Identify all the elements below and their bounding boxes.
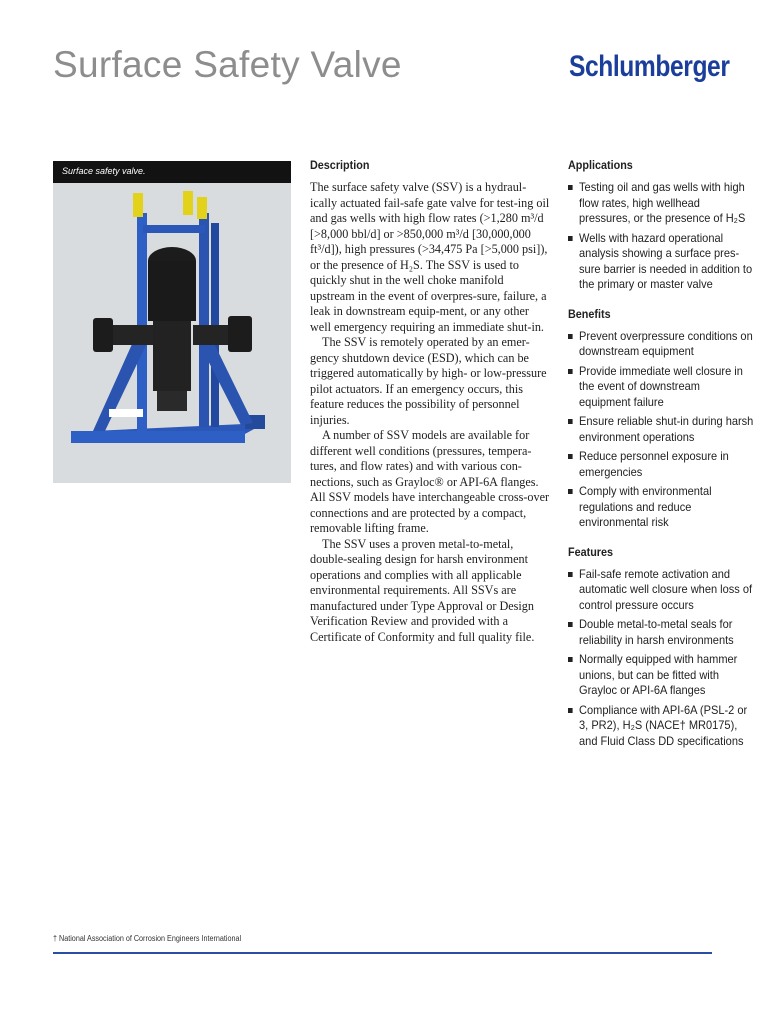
list-item: Reduce personnel exposure in emergencies	[568, 449, 754, 480]
bullet-icon	[568, 236, 573, 241]
list-item: Comply with environmental regulations and reduce environmental risk	[568, 484, 754, 531]
applications-heading: Applications	[568, 158, 633, 172]
bullet-icon	[568, 419, 573, 424]
valve-illustration	[53, 183, 291, 483]
page-title: Surface Safety Valve	[53, 44, 402, 85]
bullet-icon	[568, 657, 573, 662]
bullet-icon	[568, 369, 573, 374]
description-paragraph-3: A number of SSV models are available for different well conditions (pressures, tempera-tures, and flow rates) and with various con-nections, such as Grayloc® or API-6A flanges. All SSV models have interchangeable cross-over connections and are protected by a compact, removable lifting frame.	[310, 428, 550, 535]
features-section	[568, 544, 753, 750]
caption-bar	[53, 161, 291, 183]
list-item: Ensure reliable shut-in during harsh environment operations	[568, 414, 754, 445]
list-item: Normally equipped with hammer unions, but can be fitted with Grayloc or API-6A flanges	[568, 652, 754, 699]
description-paragraph-2: The SSV is remotely operated by an emer-gency shutdown device (ESD), which can be triggered automatically by high- or low-pressure pilot actuators. If an emergency occurs, this feature reduces the possibility of personnel injuries.	[310, 335, 547, 427]
bullet-icon	[568, 708, 573, 713]
benefits-heading: Benefits	[568, 306, 611, 321]
bullet-icon	[568, 622, 573, 627]
bullet-icon	[568, 185, 573, 190]
footnote: † National Association of Corrosion Engineers International	[53, 934, 242, 943]
photo-caption: Surface safety valve.	[62, 166, 146, 176]
list-item: Compliance with API-6A (PSL-2 or 3, PR2), H₂S (NACE† MR0175), and Fluid Class DD specifications	[568, 703, 754, 750]
description-heading: Description	[310, 158, 370, 172]
description-section	[310, 158, 550, 645]
benefits-list	[568, 328, 754, 531]
bullet-icon	[568, 454, 573, 459]
list-item: Double metal-to-metal seals for reliability in harsh environments	[568, 617, 754, 648]
features-list	[568, 566, 753, 750]
features-heading: Features	[568, 544, 614, 559]
footer-rule	[53, 952, 712, 954]
list-item: Prevent overpressure conditions on downstream equipment	[568, 329, 754, 360]
schlumberger-logo: Schlumberger	[569, 50, 730, 83]
product-photo	[53, 161, 291, 483]
list-item: Fail-safe remote activation and automatic well closure when loss of control pressure occurs	[568, 567, 754, 614]
applications-section	[568, 158, 753, 293]
bullet-icon	[568, 489, 573, 494]
applications-list	[568, 180, 753, 293]
description-paragraph-1: The surface safety valve (SSV) is a hydraul-ically actuated fail-safe gate valve for test-ing oil and gas wells with high flow rates (>1,280 m³/d [>8,000 bbl/d] or >850,000 m³/d [30,000,000 ft³/d]), high pressures (>34,475 Pa [>5,000 psi]), or the presence of H₂S. The SSV is used to quickly shut in the well choke manifold upstream in the event of overpres-sure, failure, a leak in downstream equip-ment, or any other well emergency requiring an immediate shut-in.	[310, 180, 550, 334]
benefits-section	[568, 306, 754, 531]
description-paragraph-4: The SSV uses a proven metal-to-metal, double-sealing design for harsh environment operations and complies with all applicable environmental requirements. All SSVs are manufactured under Type Approval or Design Verification Review and provided with a Certificate of Conformity and full quality file.	[310, 536, 535, 644]
bullet-icon	[568, 572, 573, 577]
right-column	[568, 158, 754, 763]
list-item: Wells with hazard operational analysis showing a surface pres-sure barrier is needed in addition to the primary or master valve	[568, 231, 754, 293]
bullet-icon	[568, 334, 573, 339]
list-item: Provide immediate well closure in the event of downstream equipment failure	[568, 364, 754, 411]
list-item: Testing oil and gas wells with high flow rates, high wellhead pressures, or the presence of H₂S	[568, 180, 754, 227]
